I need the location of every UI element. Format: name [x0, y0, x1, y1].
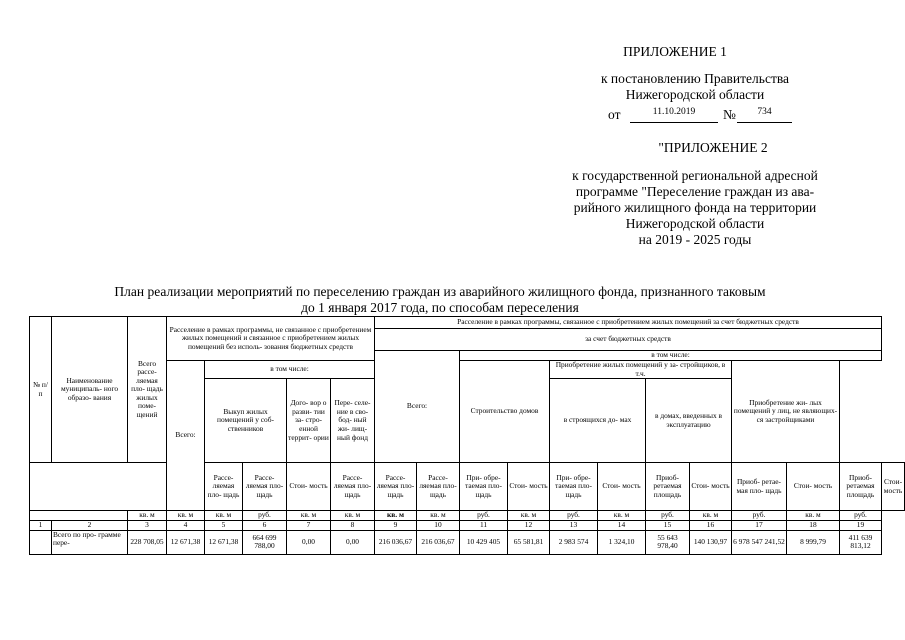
appendix-1-title: ПРИЛОЖЕНИЕ 1	[623, 44, 727, 59]
program-line: программе "Переселение граждан из ава-	[575, 184, 815, 199]
column-number: 6	[243, 520, 287, 530]
subheader-cell: Приоб- ретае- мая пло- щадь	[732, 463, 787, 511]
header-spacer	[30, 463, 167, 511]
unit-cell: кв. м	[287, 511, 331, 521]
table-cell: 216 036,67	[417, 530, 460, 554]
subheader-cell: Стои- мость	[598, 463, 646, 511]
header-budget-funds: за счет бюджетных средств	[375, 329, 882, 351]
header-total-area: Всего рассе- ляемая пло- щадь жилых поме- щений	[128, 317, 167, 463]
column-number: 1	[30, 520, 52, 530]
table-row-total	[30, 530, 905, 554]
ot-label: от	[608, 107, 621, 122]
column-number: 8	[331, 520, 375, 530]
resolution-reference	[560, 71, 830, 103]
appendix-2-title: "ПРИЛОЖЕНИЕ 2	[658, 140, 768, 155]
header-buyout: Выкуп жилых помещений у соб- ственников	[205, 379, 287, 463]
column-number: 3	[128, 520, 167, 530]
subheader-cell: Рассе- ляемая пло- щадь	[331, 463, 375, 511]
unit-cell: руб.	[732, 511, 787, 521]
column-number: 16	[690, 520, 732, 530]
column-number: 10	[417, 520, 460, 530]
program-line: рийного жилищного фонда на территории	[573, 200, 817, 215]
header-including-b: в том числе:	[460, 351, 882, 361]
unit-cell: руб.	[840, 511, 882, 521]
column-number: 18	[787, 520, 840, 530]
table-cell: 140 130,97	[690, 530, 732, 554]
unit-cell: кв. м	[787, 511, 840, 521]
table-cell: 0,00	[331, 530, 375, 554]
total-row-label: Всего по про- грамме пере-	[52, 530, 128, 554]
subheader-cell: Рассе- ляемая пло- щадь	[417, 463, 460, 511]
header-construction: Строительство домов	[460, 361, 550, 463]
header-commissioned: в домах, введенных в эксплуатацию	[646, 379, 732, 463]
column-number: 4	[167, 520, 205, 530]
program-line: на 2019 - 2025 годы	[638, 232, 752, 247]
header-municipality: Наименование муниципаль- ного образо- вания	[52, 317, 128, 463]
column-number: 14	[598, 520, 646, 530]
unit-cell: кв. м	[205, 511, 243, 521]
table-cell	[30, 530, 52, 554]
unit-cell: руб.	[243, 511, 287, 521]
column-number: 11	[460, 520, 508, 530]
units-spacer	[30, 511, 128, 521]
column-number: 2	[52, 520, 128, 530]
header-a-total: Всего:	[167, 361, 205, 511]
table-cell: 10 429 405	[460, 530, 508, 554]
header-budget-total: Всего:	[375, 351, 460, 463]
table-cell: 1 324,10	[598, 530, 646, 554]
column-number: 13	[550, 520, 598, 530]
unit-cell: кв. м	[598, 511, 646, 521]
column-numbers-row	[30, 520, 905, 530]
table-cell: 216 036,67	[375, 530, 417, 554]
column-number: 5	[205, 520, 243, 530]
unit-cell: руб.	[646, 511, 690, 521]
column-number: 17	[732, 520, 787, 530]
resettlement-plan-table	[29, 316, 905, 555]
unit-cell: кв. м	[417, 511, 460, 521]
column-number: 12	[508, 520, 550, 530]
table-cell: 228 708,05	[128, 530, 167, 554]
resolution-number: 734	[737, 107, 792, 123]
subheader-cell: Стои- мость	[508, 463, 550, 511]
units-row	[30, 511, 905, 521]
number-label: №	[723, 107, 736, 122]
column-number: 15	[646, 520, 690, 530]
program-line: Нижегородской области	[625, 216, 765, 231]
table-cell: 55 643 978,40	[646, 530, 690, 554]
header-free-housing: Пере- селе- ние в сво- бод- ный жи- лищ- ный фонд	[331, 379, 375, 463]
subheader-cell: Стои- мость	[882, 463, 905, 511]
resolution-date: 11.10.2019	[630, 107, 718, 123]
resolution-line: Нижегородской области	[625, 87, 765, 102]
program-reference	[545, 168, 845, 248]
unit-cell: кв. м	[128, 511, 167, 521]
header-group-without-budget: Расселение в рамках программы, не связанное с приобретением жилых помещений и связанное с приобретением жилых помещений без исполь- зования бюджетных средств	[167, 317, 375, 361]
header-development-contract: Дого- вор о разви- тии за- стро- енной террит- ории	[287, 379, 331, 463]
unit-cell: кв. м	[167, 511, 205, 521]
header-under-construction: в строящихся до- мах	[550, 379, 646, 463]
table-cell: 411 639 813,12	[840, 530, 882, 554]
header-including-a: в том числе:	[205, 361, 375, 379]
header-acquire-developers: Приобретение жилых помещений у за- стройщиков, в т.ч.	[550, 361, 732, 379]
resolution-line: к постановлению Правительства	[600, 71, 790, 86]
subheader-cell: Стои- мость	[690, 463, 732, 511]
table-cell: 0,00	[287, 530, 331, 554]
unit-cell: руб.	[550, 511, 598, 521]
plan-title	[40, 284, 840, 316]
subheader-cell: При- обре- таемая пло- щадь	[550, 463, 598, 511]
plan-title-line: до 1 января 2017 года, по способам переселения	[301, 300, 579, 315]
subheader-cell: При- обре- таемая пло- щадь	[460, 463, 508, 511]
subheader-cell: Рассе- ляемая пло- щадь	[243, 463, 287, 511]
table-cell: 12 671,38	[205, 530, 243, 554]
plan-title-line: План реализации мероприятий по переселению граждан из аварийного жилищного фонда, признанного таковым	[114, 284, 766, 299]
subheader-cell: Стои- мость	[787, 463, 840, 511]
table-cell: 6 978 547 241,52	[732, 530, 787, 554]
column-number: 19	[840, 520, 882, 530]
table-cell: 8 999,79	[787, 530, 840, 554]
column-number: 9	[375, 520, 417, 530]
resolution-date-number	[602, 105, 802, 123]
subheader-cell: Приоб- ретаемая площадь	[646, 463, 690, 511]
subheader-cell: Рассе- ляемая пло- щадь	[205, 463, 243, 511]
subheader-cell: Стои- мость	[287, 463, 331, 511]
unit-cell: кв. м	[690, 511, 732, 521]
column-number: 7	[287, 520, 331, 530]
unit-cell: кв. м	[508, 511, 550, 521]
program-line: к государственной региональной адресной	[572, 168, 818, 183]
table-cell: 12 671,38	[167, 530, 205, 554]
header-group-budget: Расселение в рамках программы, связанное с приобретением жилых помещений за счет бюджетных средств	[375, 317, 882, 329]
table-cell: 664 699 788,00	[243, 530, 287, 554]
table-cell: 2 983 574	[550, 530, 598, 554]
header-acquire-others: Приобретение жи- лых помещений у лиц, не являющих- ся застройщиками	[732, 361, 840, 463]
unit-cell: кв. м	[331, 511, 375, 521]
table-cell: 65 581,81	[508, 530, 550, 554]
header-number: № п/ п	[30, 317, 52, 463]
subheader-cell: Рассе- ляемая пло- щадь	[375, 463, 417, 511]
unit-cell: руб.	[460, 511, 508, 521]
subheader-cell: Приоб- ретаемая площадь	[840, 463, 882, 511]
unit-cell: кв. м	[375, 511, 417, 521]
